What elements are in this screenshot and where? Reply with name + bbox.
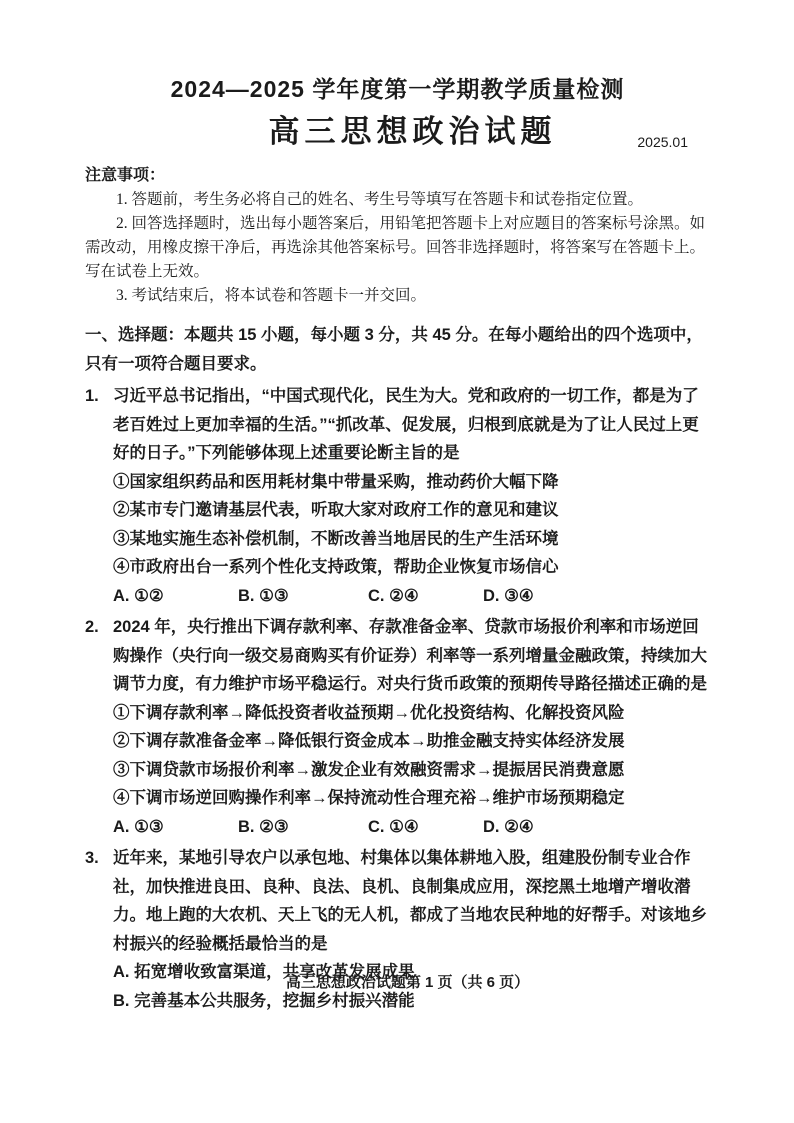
notice-heading: 注意事项： — [85, 167, 166, 184]
exam-subject-title: 高三思想政治试题 — [268, 114, 557, 149]
question-1-options — [113, 582, 710, 611]
question-2-option-b: B. ②③ — [238, 817, 289, 836]
question-3-number: 3. — [85, 849, 99, 867]
question-2-options — [113, 813, 710, 842]
question-2 — [85, 613, 710, 841]
question-1-statement-4: ④市政府出台一系列个性化支持政策，帮助企业恢复市场信心 — [113, 558, 559, 576]
question-2-statement-3: ③下调贷款市场报价利率→激发企业有效融资需求→提振居民消费意愿 — [113, 760, 625, 779]
question-1-option-c: C. ②④ — [368, 586, 419, 605]
question-1 — [85, 382, 710, 610]
question-2-stem: 2024 年，央行推出下调存款利率、存款准备金率、贷款市场报价利率和市场逆回购操作（央行向一级交易商购买有价证券）利率等一系列增量金融政策，持续加大调节力度，有力维护市场平稳运行。对央行货币政策的预期传导路径描述正确的是 — [113, 618, 707, 693]
question-1-number: 1. — [85, 387, 99, 405]
question-2-option-d: D. ②④ — [483, 817, 534, 836]
question-2-number: 2. — [85, 618, 99, 636]
question-1-option-b: B. ①③ — [238, 586, 289, 605]
question-1-statement-3: ③某地实施生态补偿机制，不断改善当地居民的生产生活环境 — [113, 529, 559, 548]
question-1-option-a: A. ①② — [113, 586, 164, 605]
question-1-statement-2: ②某市专门邀请基层代表，听取大家对政府工作的意见和建议 — [113, 501, 559, 519]
question-2-statement-1: ①下调存款利率→降低投资者收益预期→优化投资结构、化解投资风险 — [113, 703, 625, 722]
question-2-statement-2: ②下调存款准备金率→降低银行资金成本→助推金融支持实体经济发展 — [113, 732, 625, 750]
notice-item-1: 1. 答题前，考生务必将自己的姓名、考生号等填写在答题卡和试卷指定位置。 — [116, 191, 644, 208]
page-footer: 高三思想政治试题第 1 页（共 6 页） — [285, 974, 530, 991]
question-3-stem: 近年来，某地引导农户以承包地、村集体以集体耕地入股，组建股份制专业合作社，加快推进良田、良种、良法、良机、良制集成应用，深挖黑土地增产增收潜力。地上跑的大农机、天上飞的无人机，都成了当地农民种地的好帮手。对该地乡村振兴的经验概括最恰当的是 — [113, 849, 707, 953]
question-1-option-d: D. ③④ — [483, 586, 534, 605]
notice-item-3: 3. 考试结束后，将本试卷和答题卡一并交回。 — [116, 287, 427, 304]
question-2-statement-4: ④下调市场逆回购操作利率→保持流动性合理充裕→维护市场预期稳定 — [113, 789, 625, 807]
question-1-statement-1: ①国家组织药品和医用耗材集中带量采购，推动药价大幅下降 — [113, 472, 559, 491]
question-1-stem: 习近平总书记指出，“中国式现代化，民生为大。党和政府的一切工作，都是为了老百姓过上更加幸福的生活。”“抓改革、促发展，归根到底就是为了让人民过上更好的日子。”下列能够体现上述重要论断主旨的是 — [113, 387, 699, 462]
exam-session-title: 2024—2025 学年度第一学期教学质量检测 — [170, 76, 625, 102]
exam-title-row — [85, 110, 710, 154]
section-heading-multiple-choice: 一、选择题：本题共 15 小题，每小题 3 分，共 45 分。在每小题给出的四个选项中，只有一项符合题目要求。 — [85, 326, 703, 373]
question-3-option-a: A. 拓宽增收致富渠道，共享改革发展成果 — [113, 963, 415, 981]
notice-section — [85, 164, 710, 308]
question-2-option-c: C. ①④ — [368, 817, 419, 836]
exam-date: 2025.01 — [637, 134, 688, 150]
question-2-option-a: A. ①③ — [113, 817, 164, 836]
notice-item-2: 2. 回答选择题时，选出每小题答案后，用铅笔把答题卡上对应题目的答案标号涂黑。如需改动，用橡皮擦干净后，再选涂其他答案标号。回答非选择题时，将答案写在答题卡上。写在试卷上无效。 — [85, 215, 706, 280]
question-3-option-b: B. 完善基本公共服务，挖掘乡村振兴潜能 — [113, 991, 415, 1010]
